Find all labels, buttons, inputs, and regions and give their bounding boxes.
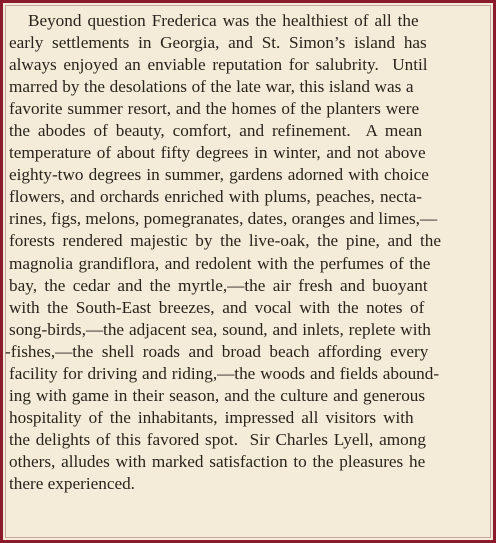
text-line-15: song-birds,—the adjacent sea, sound, and inlets, replete with — [9, 319, 431, 339]
text-line-17: facility for driving and riding,—the woods and fields abound- — [9, 363, 440, 383]
text-line-11: forests rendered majestic by the live-oak, the pine, and the — [9, 231, 441, 251]
text-line-1: Beyond question Frederica was the healthiest of all the — [28, 11, 419, 30]
text-line-14: with the South-East breezes, and vocal with the notes of — [9, 297, 425, 317]
text-line-9: flowers, and orchards enriched with plums, peaches, necta- — [9, 187, 422, 207]
text-line-6: the abodes of beauty, comfort, and refinement. A mean — [9, 121, 423, 141]
text-line-12: magnolia grandiflora, and redolent with the perfumes of the — [9, 253, 431, 273]
text-line-3: always enjoyed an enviable reputation for salubrity. Until — [9, 55, 428, 75]
text-line-7: temperature of about fifty degrees in winter, and not above — [9, 143, 426, 163]
text-line-16: -fishes,—the shell roads and broad beach affording every — [5, 341, 429, 361]
text-line-19: hospitality of the inhabitants, impressed all visitors with — [9, 407, 414, 427]
document-paragraph — [3, 10, 483, 495]
text-line-8: eighty-two degrees in summer, gardens adorned with choice — [9, 165, 429, 185]
text-line-2: early settlements in Georgia, and St. Simon’s island has — [9, 33, 427, 53]
text-line-5: favorite summer resort, and the homes of the planters were — [9, 99, 420, 119]
text-line-10: rines, figs, melons, pomegranates, dates, oranges and limes,— — [9, 209, 438, 229]
text-line-21: others, alludes with marked satisfaction to the pleasures he — [9, 451, 426, 471]
text-line-22: there experienced. — [9, 473, 135, 493]
text-line-13: bay, the cedar and the myrtle,—the air fresh and buoyant — [9, 275, 428, 295]
text-line-20: the delights of this favored spot. Sir Charles Lyell, among — [9, 429, 426, 449]
text-line-4: marred by the desolations of the late war, this island was a — [9, 77, 414, 97]
text-line-18: ing with game in their season, and the culture and generous — [9, 385, 426, 405]
